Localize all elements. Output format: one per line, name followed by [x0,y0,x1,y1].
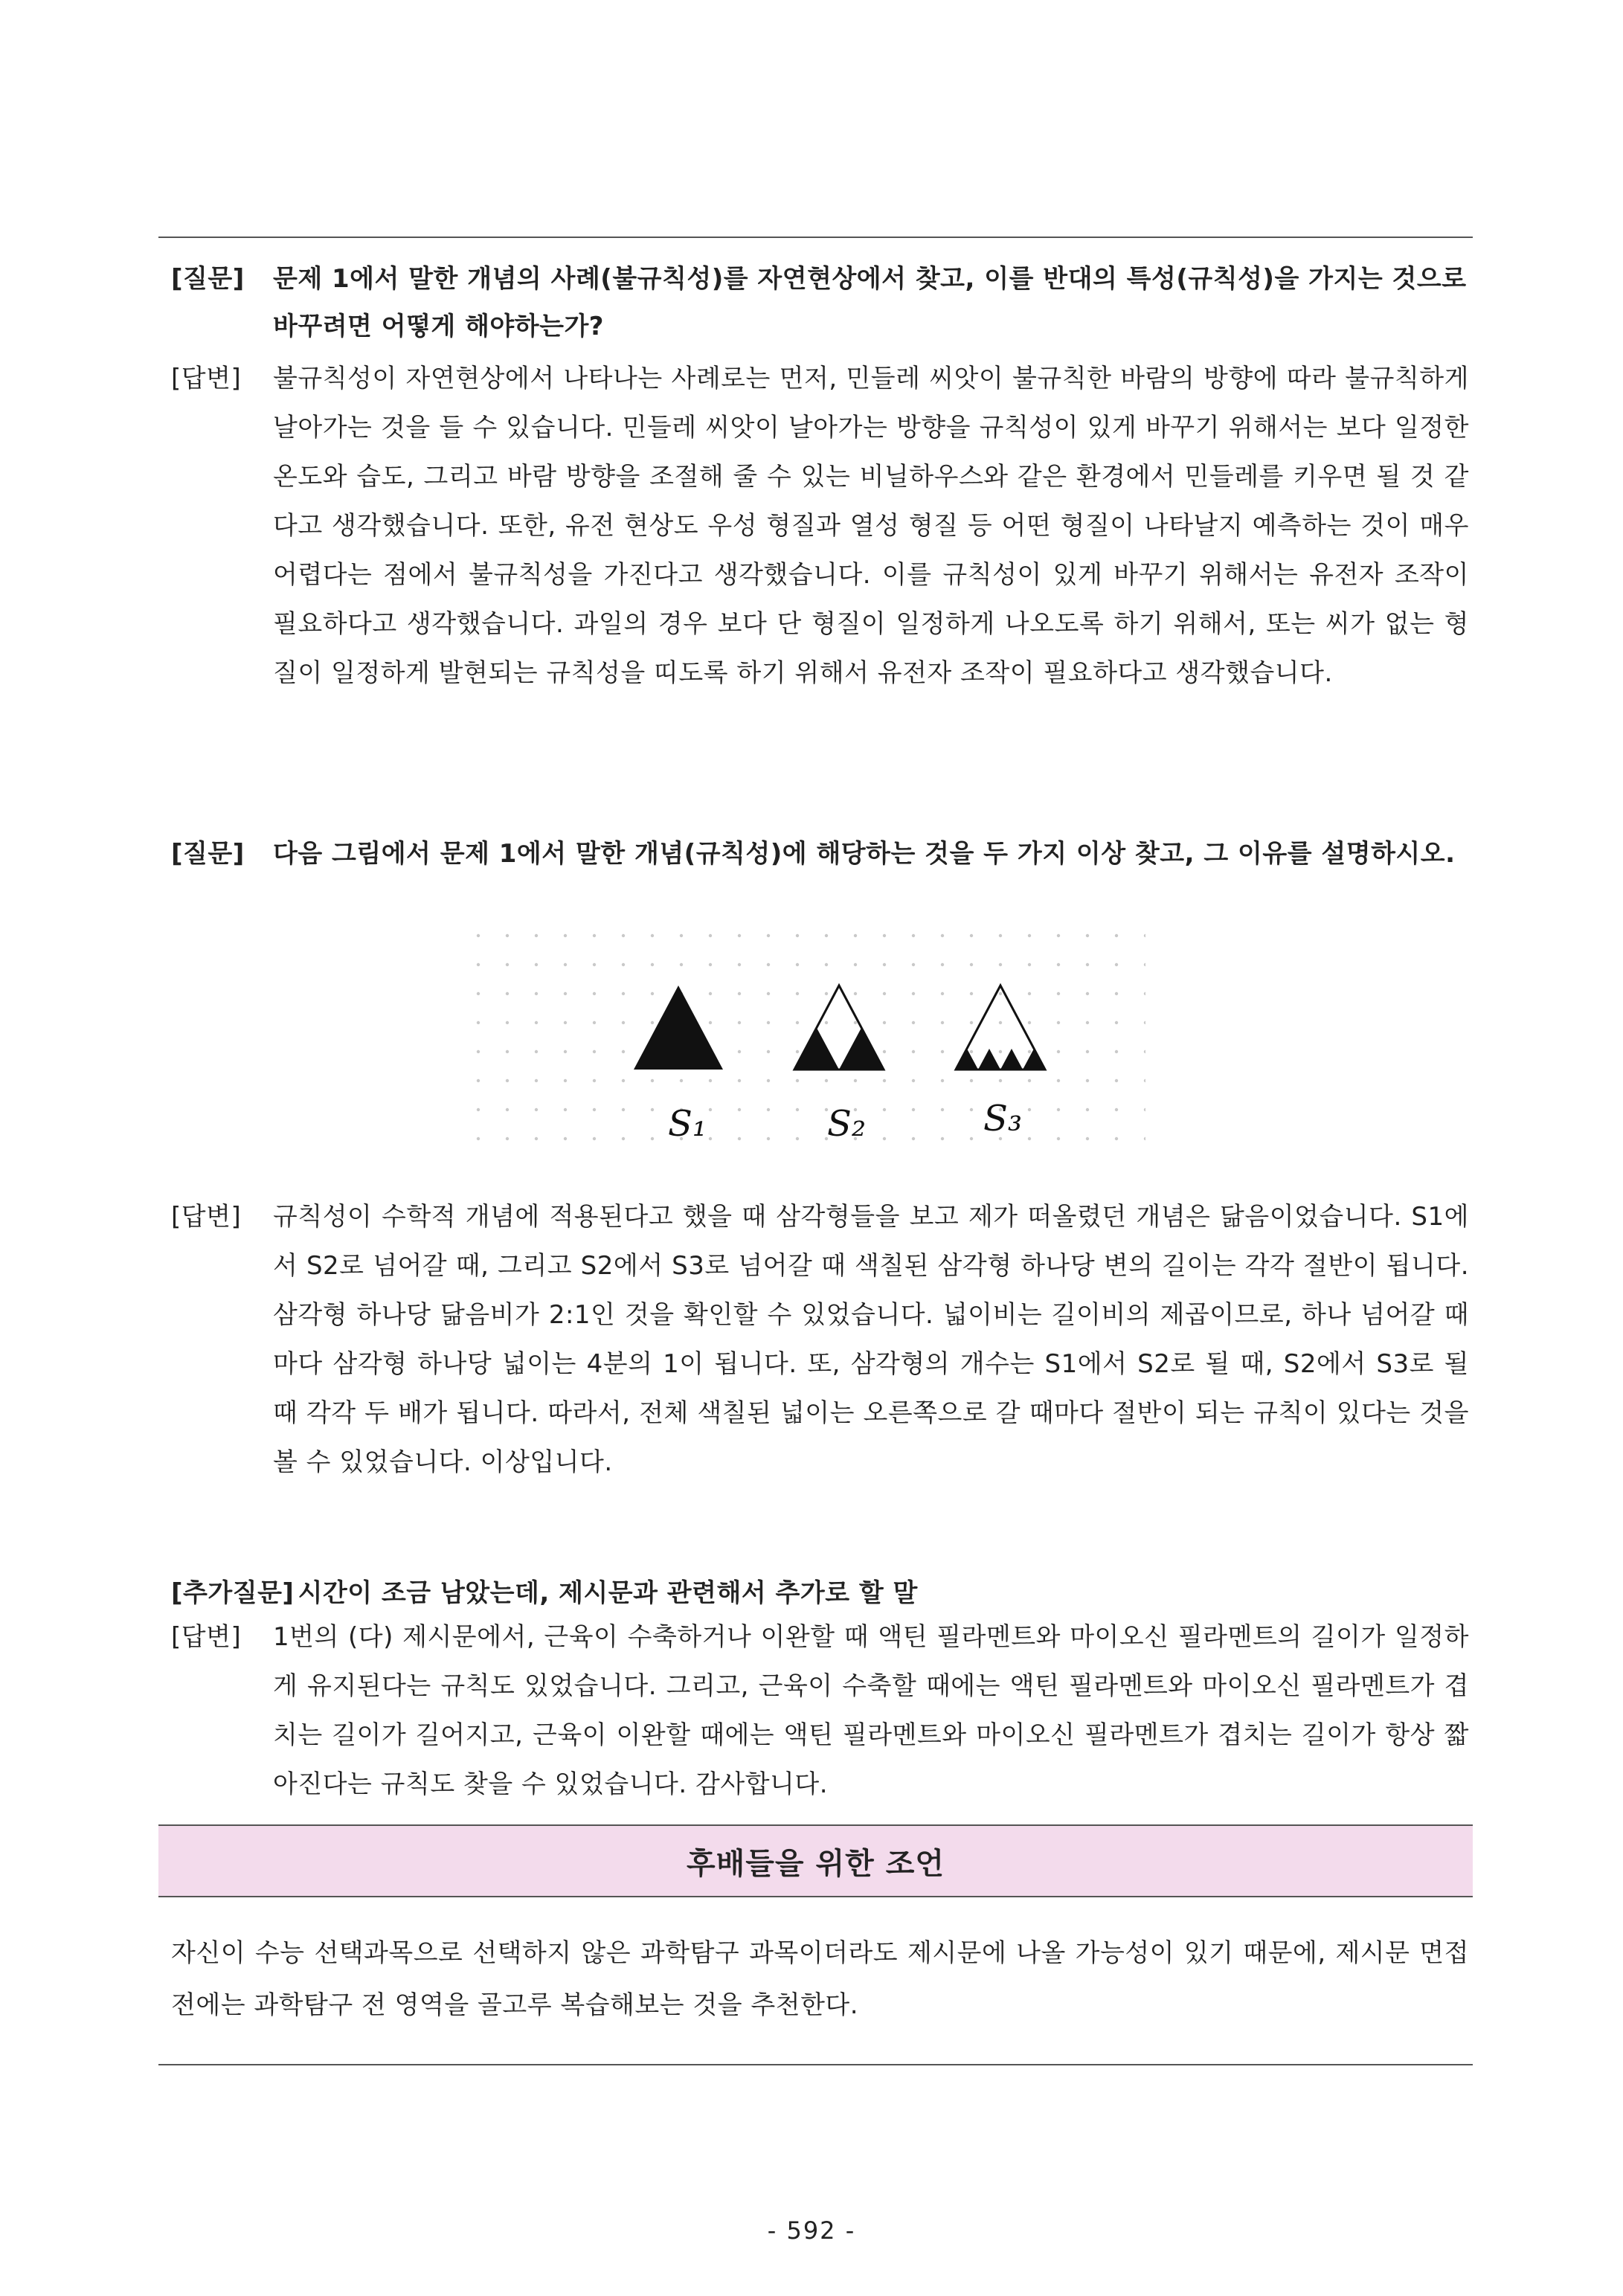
answer-text: 1번의 (다) 제시문에서, 근육이 수축하거나 이완할 때 액틴 필라멘트와 마이오신 필라멘트의 길이가 일정하게 유지된다는 규칙도 있었습니다. 그리고, 근육이 수축할 때에는 액틴 필라멘트와 마이오신 필라멘트가 겹치는 길이가 길어지고, 근육이 이완할 때에는 액틴 필라멘트와 마이오신 필라멘트가 겹치는 길이가 항상 짧아진다는 규칙도 찾을 수 있었습니다. 감사합니다. [273,1622,1469,1799]
answer-tag: [답변] [171,364,242,393]
question-tag: [추가질문] [171,1578,295,1608]
sierpinski-triangles-image [476,933,1145,1157]
label-s1: S₁ [668,1103,707,1145]
section-title: 후배들을 위한 조언 [687,1846,945,1881]
question-1 [171,255,1469,350]
answer-tag: [답변] [171,1622,242,1652]
triangle-figure [476,933,1145,1157]
question-text: 문제 1에서 말한 개념의 사례(불규칙성)를 자연현상에서 찾고, 이를 반대의 특성(규칙성)을 가지는 것으로 바꾸려면 어떻게 해야하는가? [273,264,1467,341]
answer-1 [171,354,1469,698]
question-text: 다음 그림에서 문제 1에서 말한 개념(규칙성)에 해당하는 것을 두 가지 이상 찾고, 그 이유를 설명하시오. [273,839,1456,869]
label-s2: S₂ [827,1103,867,1145]
bottom-rule [158,2064,1473,2065]
section-header [158,1824,1473,1897]
question-tag: [질문] [171,839,245,869]
answer-2 [171,1192,1469,1487]
page-number: - 592 - [767,2216,856,2245]
question-text: 시간이 조금 남았는데, 제시문과 관련해서 추가로 할 말 [298,1578,918,1608]
answer-text: 불규칙성이 자연현상에서 나타나는 사례로는 먼저, 민들레 씨앗이 불규칙한 바람의 방향에 따라 불규칙하게 날아가는 것을 들 수 있습니다. 민들레 씨앗이 날아가는 방향을 규칙성이 있게 바꾸기 위해서는 보다 일정한 온도와 습도, 그리고 바람 방향을 조절해 줄 수 있는 비닐하우스와 같은 환경에서 민들레를 키우면 될 것 같다고 생각했습니다. 또한, 유전 현상도 우성 형질과 열성 형질 등 어떤 형질이 나타날지 예측하는 것이 매우 어렵다는 점에서 불규칙성을 가진다고 생각했습니다. 이를 규칙성이 있게 바꾸기 위해서는 유전자 조작이 필요하다고 생각했습니다. 과일의 경우 보다 단 형질이 일정하게 나오도록 하기 위해서, 또는 씨가 없는 형질이 일정하게 발현되는 규칙성을 띠도록 하기 위해서 유전자 조작이 필요하다고 생각했습니다. [273,364,1469,688]
question-3 [171,1569,1469,1617]
top-rule [158,237,1473,238]
question-tag: [질문] [171,264,245,294]
label-s3: S₃ [983,1098,1023,1139]
advice-paragraph: 자신이 수능 선택과목으로 선택하지 않은 과학탐구 과목이더라도 제시문에 나올 가능성이 있기 때문에, 제시문 면접 전에는 과학탐구 전 영역을 골고루 복습해보는 것을 추천한다. [171,1938,1469,2020]
answer-tag: [답변] [171,1202,242,1232]
question-2 [171,830,1469,878]
answer-3 [171,1612,1469,1809]
answer-text: 규칙성이 수학적 개념에 적용된다고 했을 때 삼각형들을 보고 제가 떠올렸던 개념은 닮음이었습니다. S1에서 S2로 넘어갈 때, 그리고 S2에서 S3로 넘어갈 때 색칠된 삼각형 하나당 변의 길이는 각각 절반이 됩니다. 삼각형 하나당 닮음비가 2:1인 것을 확인할 수 있었습니다. 넓이비는 길이비의 제곱이므로, 하나 넘어갈 때마다 삼각형 하나당 넓이는 4분의 1이 됩니다. 또, 삼각형의 개수는 S1에서 S2로 될 때, S2에서 S3로 될 때 각각 두 배가 됩니다. 따라서, 전체 색칠된 넓이는 오른쪽으로 갈 때마다 절반이 되는 규칙이 있다는 것을 볼 수 있었습니다. 이상입니다. [273,1202,1469,1477]
